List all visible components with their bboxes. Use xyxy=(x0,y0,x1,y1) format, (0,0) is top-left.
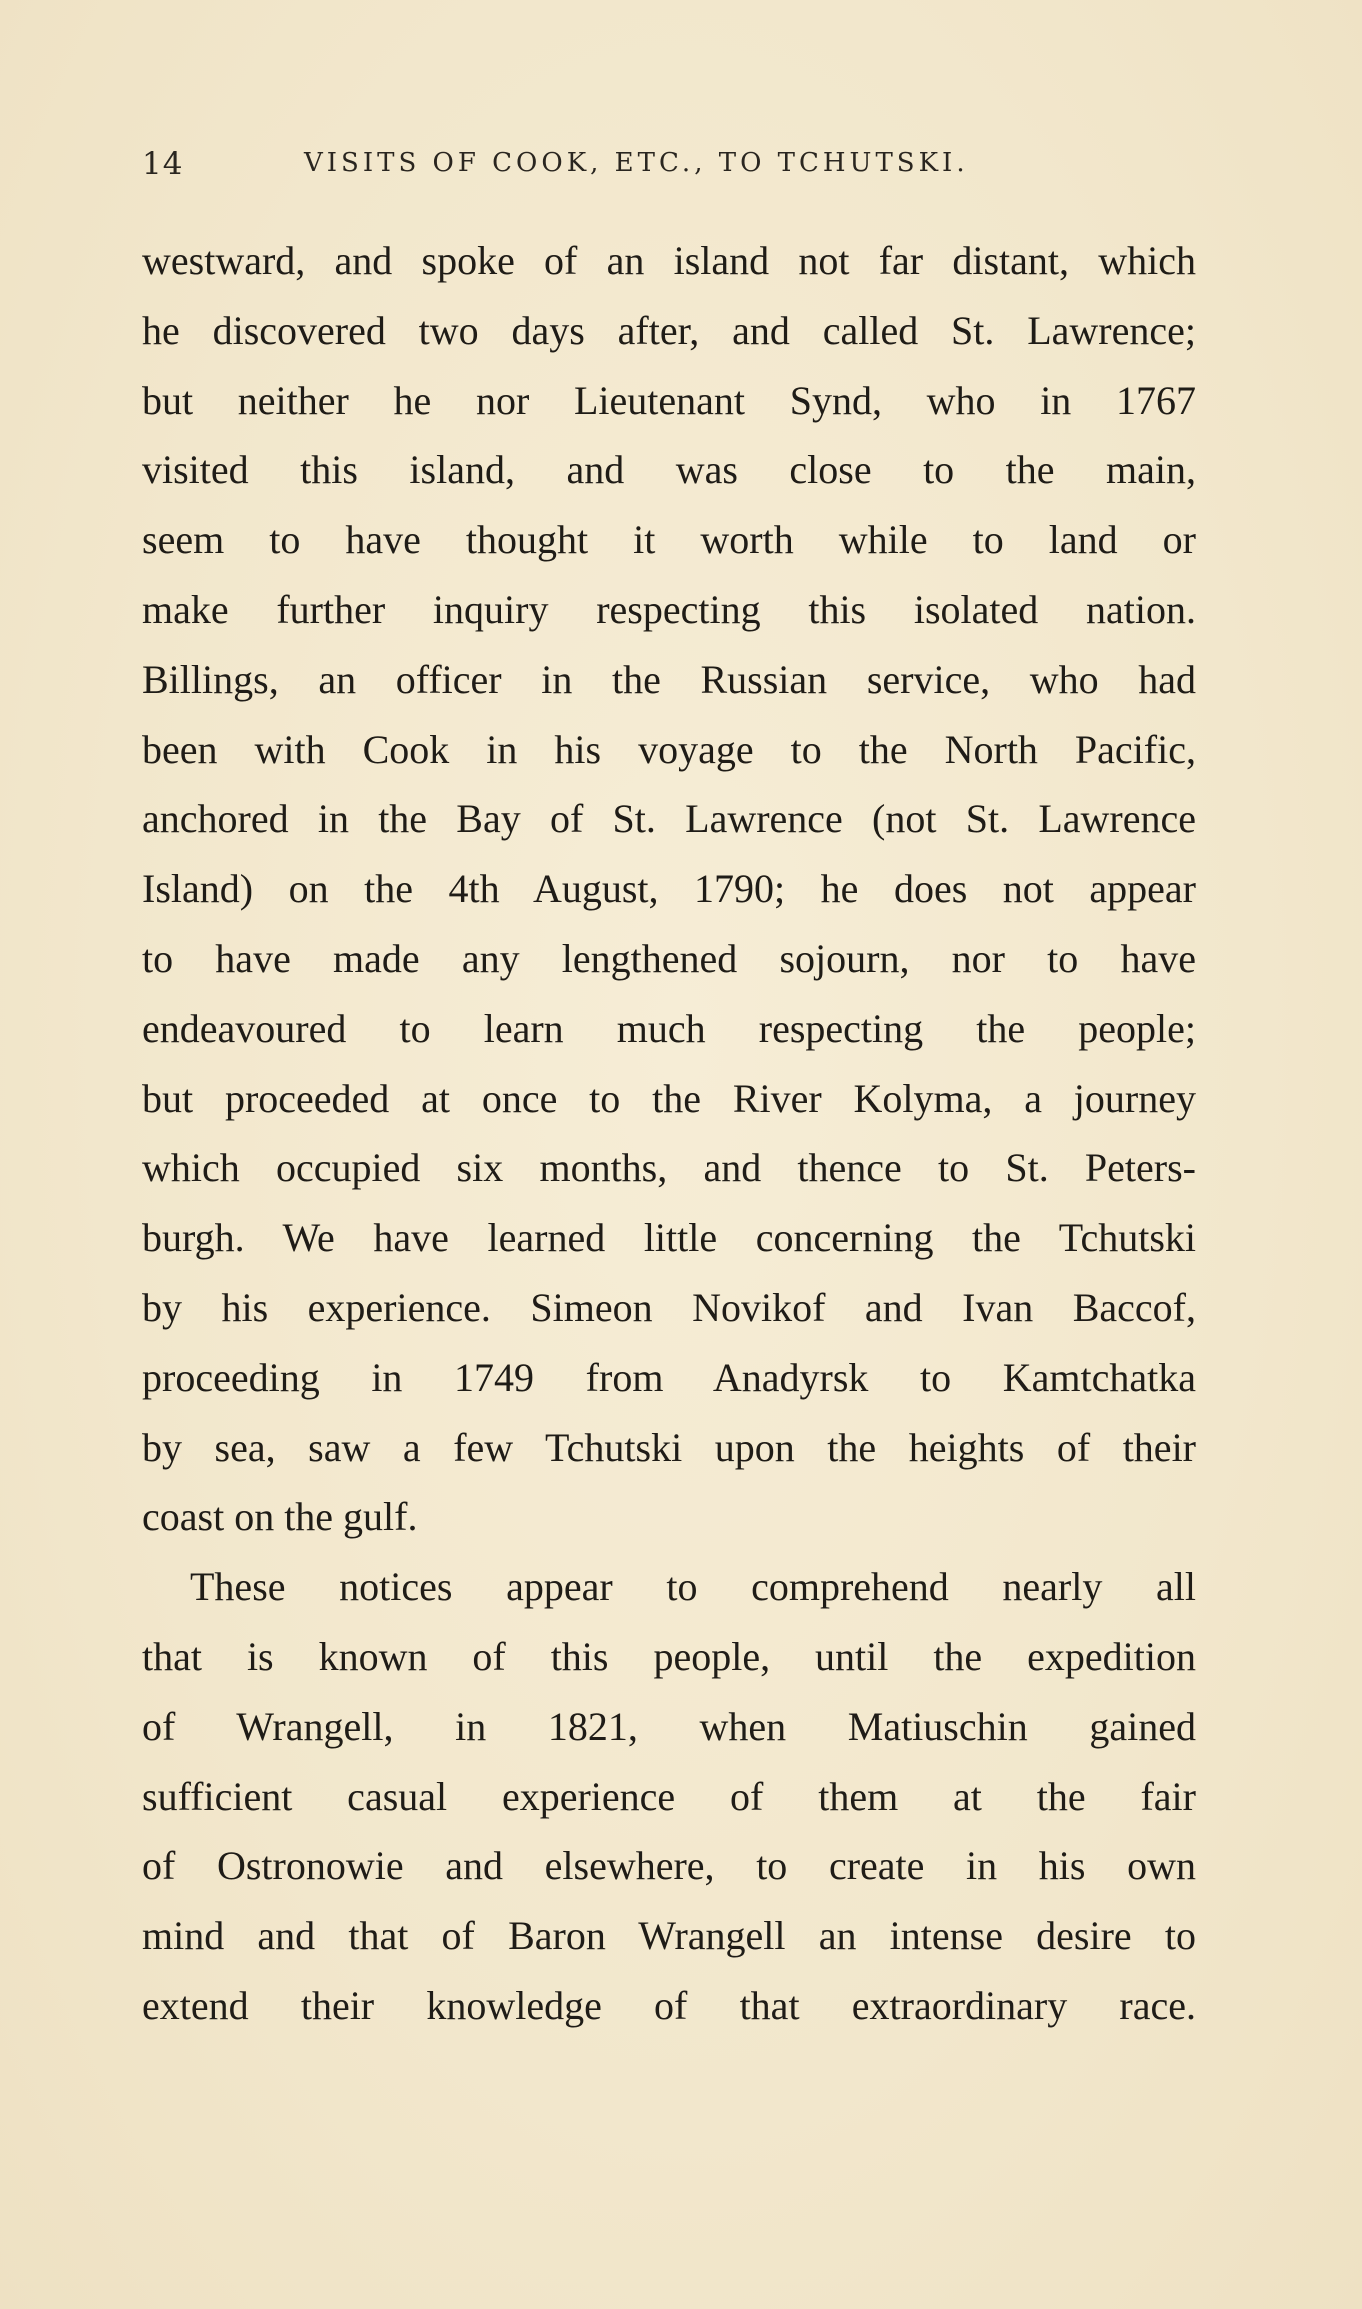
text-line: that is known of this people, until the expedition xyxy=(142,1633,1196,1679)
text-line: anchored in the Bay of St. Lawrence (not St. Lawrence xyxy=(142,796,1196,842)
paragraph-1 xyxy=(142,226,1196,1552)
text-line: Billings, an officer in the Russian service, who had xyxy=(142,656,1196,702)
text-line: make further inquiry respecting this isolated nation. xyxy=(142,586,1196,632)
text-line: but neither he nor Lieutenant Synd, who in 1767 xyxy=(142,377,1196,423)
text-line: Island) on the 4th August, 1790; he does not appear xyxy=(142,866,1196,912)
text-line: he discovered two days after, and called St. Lawrence; xyxy=(142,307,1196,353)
text-line: coast on the gulf. xyxy=(142,1494,418,1540)
text-line: visited this island, and was close to the main, xyxy=(142,447,1196,493)
text-line: been with Cook in his voyage to the North Pacific, xyxy=(142,726,1196,772)
text-line: by his experience. Simeon Novikof and Ivan Baccof, xyxy=(142,1284,1196,1330)
text-line: of Ostronowie and elsewhere, to create in his own xyxy=(142,1843,1196,1889)
text-line: burgh. We have learned little concerning the Tchutski xyxy=(142,1215,1196,1261)
running-head xyxy=(142,146,1202,194)
text-line: which occupied six months, and thence to St. Peters- xyxy=(142,1145,1196,1191)
text-line: mind and that of Baron Wrangell an intense desire to xyxy=(142,1913,1196,1959)
paragraph-2 xyxy=(142,1552,1196,2041)
text-line: but proceeded at once to the River Kolyma, a journey xyxy=(142,1075,1196,1121)
text-line: westward, and spoke of an island not far distant, which xyxy=(142,238,1196,283)
text-line: extend their knowledge of that extraordinary race. xyxy=(142,1982,1196,2028)
running-head-title: VISITS OF COOK, ETC., TO TCHUTSKI. xyxy=(304,148,969,178)
page-number: 14 xyxy=(142,146,184,182)
text-line: These notices appear to comprehend nearly all xyxy=(190,1564,1196,1610)
text-line: endeavoured to learn much respecting the people; xyxy=(142,1005,1196,1051)
text-line: to have made any lengthened sojourn, nor to have xyxy=(142,935,1196,981)
text-line: sufficient casual experience of them at the fair xyxy=(142,1773,1196,1819)
text-line: seem to have thought it worth while to land or xyxy=(142,517,1196,563)
text-line: of Wrangell, in 1821, when Matiuschin gained xyxy=(142,1703,1196,1749)
body-text xyxy=(142,226,1196,2041)
text-line: proceeding in 1749 from Anadyrsk to Kamtchatka xyxy=(142,1354,1196,1400)
text-line: by sea, saw a few Tchutski upon the heights of their xyxy=(142,1424,1196,1470)
